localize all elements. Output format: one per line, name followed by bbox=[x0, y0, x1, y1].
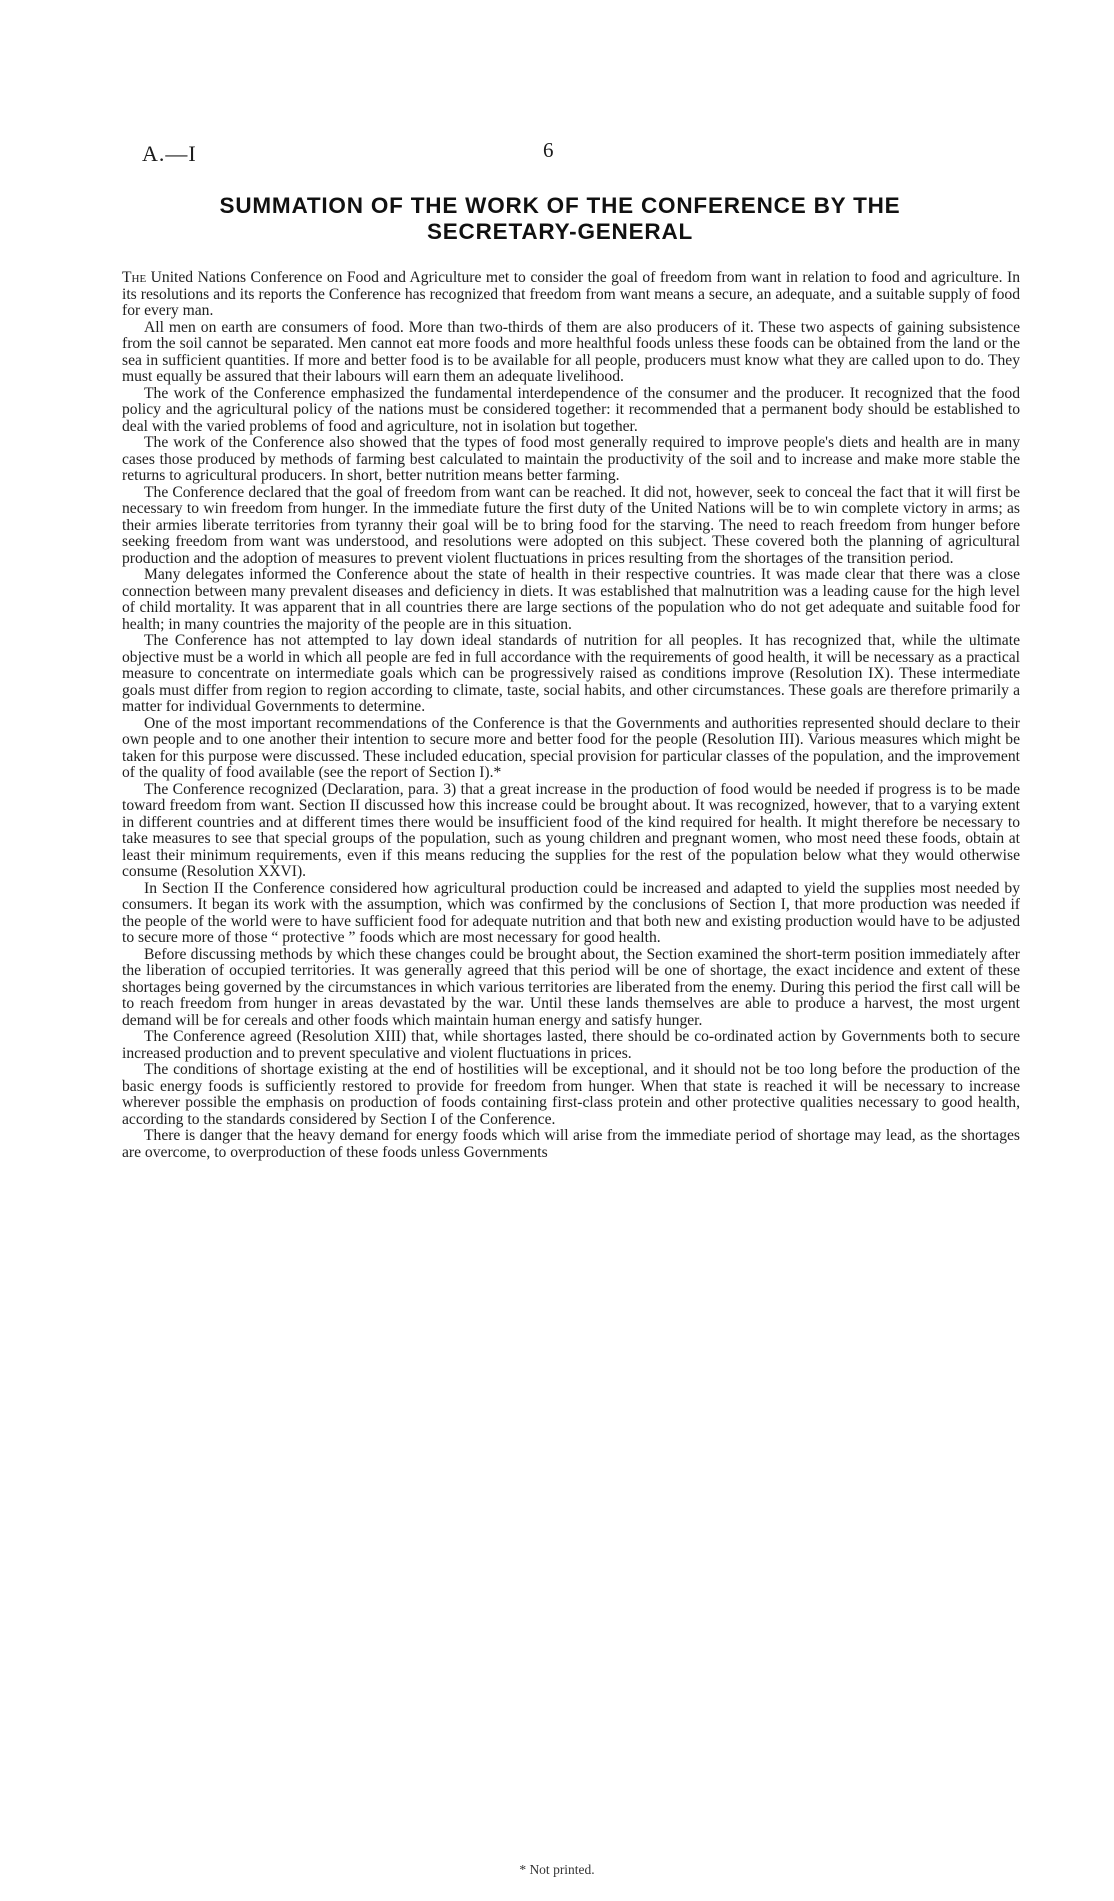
paragraph: The Conference agreed (Resolution XIII) that, while shortages lasted, there should be co-ordinated action by Governments both to secure increased production and to prevent speculative and violent fluctuations in prices. bbox=[122, 1028, 1020, 1062]
paragraph: Many delegates informed the Conference about the state of health in their respective countries. It was made clear that there was a close connection between many prevalent diseases and deficiency in diets. It was established that malnutrition was a leading cause for the high level of child mortality. It was apparent that in all countries there are large sections of the population who do not get adequate and suitable food for health; in many countries the majority of the people are in this situation. bbox=[122, 566, 1020, 633]
paragraph: The work of the Conference also showed that the types of food most generally required to improve people's diets and health are in many cases those produced by methods of farming best calculated to maintain the productivity of the soil and to increase and make more stable the returns to agricultural producers. In short, better nutrition means better farming. bbox=[122, 434, 1020, 484]
body-text bbox=[122, 270, 1020, 1161]
paragraph-text: United Nations Conference on Food and Agriculture met to consider the goal of freedom from want in relation to food and agriculture. In its resolutions and its reports the Conference has recognized that freedom from want means a secure, an adequate, and a suitable supply of food for every man. bbox=[122, 269, 1020, 319]
footnote: * Not printed. bbox=[519, 1862, 595, 1877]
paragraph: In Section II the Conference considered how agricultural production could be increased and adapted to yield the supplies most needed by consumers. It began its work with the assumption, which was confirmed by the conclusions of Section I, that more production was needed if the people of the world were to have sufficient food for adequate nutrition and that both new and existing production would have to be adjusted to secure more of those “ protective ” foods which are most necessary for good health. bbox=[122, 879, 1020, 946]
document-title bbox=[140, 193, 980, 245]
footnote-divider bbox=[122, 1848, 1020, 1849]
paragraph: The Conference recognized (Declaration, para. 3) that a great increase in the production of food would be needed if progress is to be made toward freedom from want. Section II discussed how this increase could be brought about. It was recognized, however, that to a varying extent in different countries and at different times there would be insufficient food of the kind required for health. It might therefore be necessary to take measures to see that special groups of the population, such as young children and pregnant women, who most need these foods, obtain at least their minimum requirements, even if this means reducing the supplies for the rest of the population below what they would otherwise consume (Resolution XXVI). bbox=[122, 780, 1020, 880]
page-reference: A.—I bbox=[142, 141, 197, 166]
paragraph: Before discussing methods by which these changes could be brought about, the Section examined the short-term position immediately after the liberation of occupied territories. It was generally agreed that this period will be one of shortage, the exact incidence and extent of these shortages being governed by the circumstances in which various territories are liberated from the enemy. During this period the first call will be to reach freedom from hunger in areas devastated by the war. Until these lands themselves are able to produce a harvest, the most urgent demand will be for cereals and other foods which maintain human energy and satisfy hunger. bbox=[122, 945, 1020, 1029]
page-number: 6 bbox=[543, 138, 554, 162]
paragraph bbox=[122, 270, 1020, 320]
title-line-1: SUMMATION OF THE WORK OF THE CONFERENCE BY THE bbox=[219, 193, 901, 218]
paragraph: The conditions of shortage existing at the end of hostilities will be exceptional, and it should not be too long before the production of the basic energy foods is sufficiently restored to provide for freedom from hunger. When that state is reached it will be necessary to increase wherever possible the emphasis on production of foods containing first-class protein and other protective qualities necessary to good health, according to the standards considered by Section I of the Conference. bbox=[122, 1061, 1020, 1128]
paragraph: There is danger that the heavy demand for energy foods which will arise from the immediate period of shortage may lead, as the shortages are overcome, to overproduction of these foods unless Governments bbox=[122, 1127, 1020, 1161]
paragraph: One of the most important recommendations of the Conference is that the Governments and authorities represented should declare to their own people and to one another their intention to secure more and better food for the people (Resolution III). Various measures which might be taken for this purpose were discussed. These included education, special provision for particular classes of the population, and the improvement of the quality of food available (see the report of Section I).* bbox=[122, 714, 1020, 781]
title-line-2: SECRETARY-GENERAL bbox=[426, 219, 694, 244]
paragraph: The Conference has not attempted to lay down ideal standards of nutrition for all peoples. It has recognized that, while the ultimate objective must be a world in which all people are fed in full accordance with the requirements of good health, it will be necessary as a practical measure to concentrate on intermediate goals which can be progressively raised as conditions improve (Resolution IX). These intermediate goals must differ from region to region according to climate, taste, social habits, and other circumstances. These goals are therefore primarily a matter for individual Governments to determine. bbox=[122, 632, 1020, 715]
paragraph: The Conference declared that the goal of freedom from want can be reached. It did not, however, seek to conceal the fact that it will first be necessary to win freedom from hunger. In the immediate future the first duty of the United Nations will be to win complete victory in arms; as their armies liberate territories from tyranny their goal will be to bring food for the starving. The need to reach freedom from hunger before seeking freedom from want was understood, and resolutions were adopted on this subject. These covered both the planning of agricultural production and the adoption of measures to prevent violent fluctuations in prices resulting from the shortages of the transition period. bbox=[122, 483, 1020, 567]
paragraph: All men on earth are consumers of food. More than two-thirds of them are also producers of it. These two aspects of gaining subsistence from the soil cannot be separated. Men cannot eat more foods and more healthful foods unless these foods can be obtained from the land or the sea in sufficient quantities. If more and better food is to be available for all people, producers must know what they are called upon to do. They must equally be assured that their labours will earn them an adequate livelihood. bbox=[122, 318, 1020, 385]
paragraph: The work of the Conference emphasized the fundamental interdependence of the consumer and the producer. It recognized that the food policy and the agricultural policy of the nations must be considered together: it recommended that a permanent body should be established to deal with the varied problems of food and agriculture, not in isolation but together. bbox=[122, 384, 1020, 435]
paragraph-lead-word: The bbox=[122, 269, 147, 286]
